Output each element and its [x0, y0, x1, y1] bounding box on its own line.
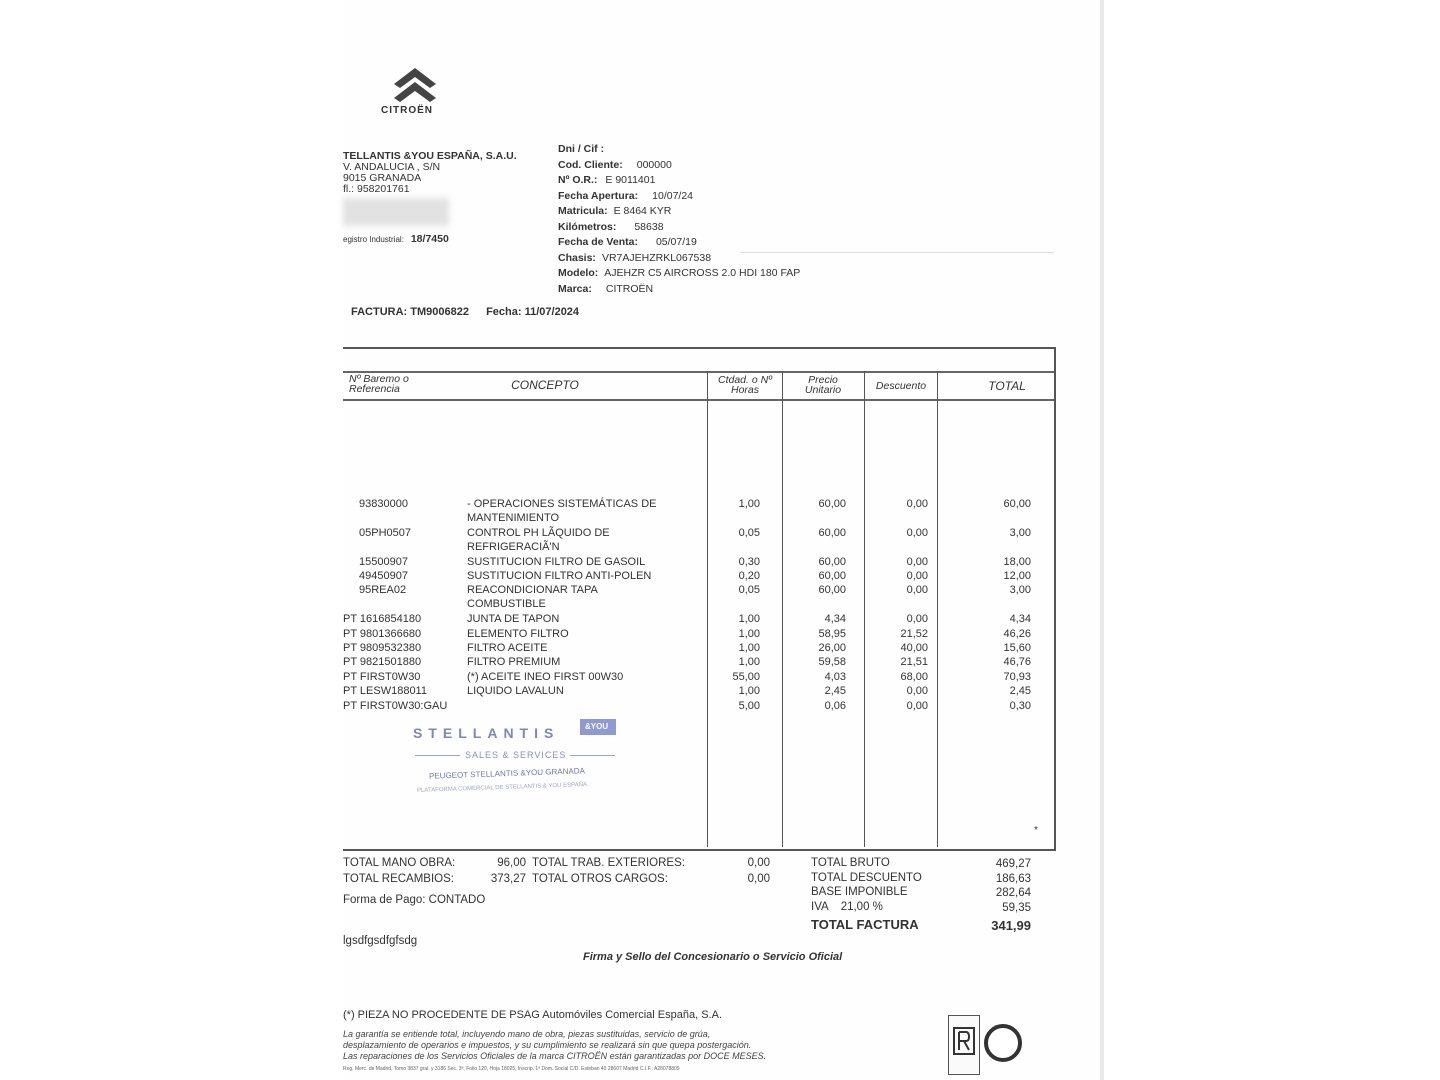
tax-base-label: BASE IMPONIBLE: [811, 886, 908, 898]
header-quantity: Ctdad. o Nº Horas: [717, 374, 773, 396]
detail-value: 000000: [636, 158, 672, 171]
column-divider: [864, 371, 865, 847]
detail-value: VR7AJEHZRKL067538: [601, 251, 712, 264]
company-phone: fl.: 958201761: [343, 183, 410, 195]
discount-total-value: 186,63: [995, 873, 1031, 885]
row-reference: PT LESW188011: [343, 685, 427, 697]
column-divider: [782, 371, 783, 847]
row-concept: ELEMENTO FILTRO: [467, 628, 569, 640]
row-price: 4,34: [824, 613, 846, 625]
row-discount: 0,00: [906, 685, 928, 697]
table-end-marker: *: [1034, 825, 1038, 836]
column-divider: [937, 371, 938, 847]
detail-value: 05/07/19: [655, 236, 697, 248]
row-quantity: 55,00: [732, 671, 760, 683]
row-concept: SUSTITUCION FILTRO ANTI-POLEN: [467, 570, 652, 582]
total-labor-value: 96,00: [497, 857, 526, 869]
warranty-text: [343, 1029, 766, 1062]
vat-label-text: IVA: [811, 901, 829, 913]
row-concept: (*) ACEITE INEO FIRST 00W30: [467, 671, 624, 683]
row-discount: 40,00: [900, 642, 928, 654]
row-reference: 15500907: [359, 556, 408, 568]
detail-label: Modelo:: [558, 267, 599, 279]
stamp-small-text: PLATAFORMA COMERCIAL DE STELLANTIS & YOU ESPAÑA: [416, 782, 588, 794]
row-reference: PT FIRST0W30: [343, 671, 421, 683]
row-total: 0,30: [1009, 700, 1031, 712]
row-discount: 21,52: [900, 628, 928, 640]
warranty-line: Las reparaciones de los Servicios Oficiales de la marca CITROËN están garantizadas por DOCE MESES.: [343, 1051, 767, 1061]
company-block: [343, 151, 517, 195]
registry-label: egistro Industrial:: [343, 235, 404, 244]
header-concept: CONCEPTO: [511, 378, 579, 392]
row-reference: 49450907: [359, 570, 408, 582]
row-quantity: 0,30: [738, 556, 760, 568]
detail-value: AJEHZR C5 AIRCROSS 2.0 HDI 180 FAP: [604, 267, 801, 279]
detail-label: Marca:: [558, 282, 592, 295]
row-total: 3,00: [1009, 527, 1031, 539]
company-city: 9015 GRANADA: [343, 172, 422, 184]
row-concept: LIQUIDO LAVALUN: [467, 685, 564, 697]
row-price: 60,00: [818, 570, 846, 582]
column-divider: [707, 371, 708, 847]
row-total: 70,93: [1003, 671, 1031, 683]
invoice-note: lgsdfgsdfgfsdg: [343, 935, 418, 947]
signature-note: Firma y Sello del Concesionario o Servicio Oficial: [583, 951, 843, 963]
stamp-rule: [415, 755, 460, 756]
row-discount: 0,00: [906, 570, 928, 582]
customer-details: [558, 143, 800, 298]
row-discount: 0,00: [906, 700, 928, 712]
stamp-subtitle: SALES & SERVICES: [465, 750, 567, 760]
detail-label: Matricula:: [558, 205, 608, 217]
detail-label: Fecha de Venta:: [558, 236, 638, 248]
registry-value: 18/7450: [410, 233, 449, 245]
detail-label: Chasis:: [558, 251, 596, 264]
row-total: 4,34: [1009, 613, 1031, 625]
detail-value: 10/07/24: [652, 189, 694, 202]
registry-footer: Reg. Merc. de Madrid, Tomo 3837 gral. y 3186 Sec. 3ª, Folio 120, Hoja 18025, Inscrip. 1ª Dom. Social C/D. Esteban 40 28607 Madrid C.I.F.: A28078809: [343, 1066, 680, 1072]
vat-value: 59,35: [1002, 902, 1031, 914]
tax-base-value: 282,64: [995, 887, 1031, 899]
total-parts-value: 373,27: [490, 873, 526, 885]
detail-label: Fecha Apertura:: [558, 189, 639, 202]
aenor-certificate-icon: [948, 1015, 980, 1075]
redacted-area: [343, 198, 449, 226]
row-price: 60,00: [818, 584, 846, 596]
aenor-mark-icon: [949, 1016, 979, 1074]
vat-rate: 21,00 %: [840, 901, 883, 913]
row-quantity: 1,00: [738, 642, 760, 654]
dealer-stamp: [405, 715, 625, 805]
row-reference: 93830000: [359, 498, 408, 510]
invoice-date-label: Fecha:: [486, 306, 522, 318]
row-total: 46,76: [1003, 656, 1031, 668]
divider: [740, 252, 1054, 253]
stamp-dealer-name: PEUGEOT STELLANTIS &YOU GRANADA: [428, 766, 586, 781]
warranty-line: desplazamiento de operarios e impuestos, y su cumplimiento se realizará sin que quepa postergación.: [343, 1040, 752, 1050]
row-quantity: 5,00: [738, 700, 760, 712]
row-concept-cont: MANTENIMIENTO: [467, 512, 560, 524]
row-reference: 05PH0507: [359, 527, 411, 539]
payment-method: Forma de Pago: CONTADO: [343, 894, 486, 906]
row-quantity: 0,20: [738, 570, 760, 582]
invoice-total-value: 341,99: [991, 918, 1031, 933]
warranty-line: La garantía se entiende total, incluyendo mano de obra, piezas sustituidas, servicio de grúa,: [343, 1029, 711, 1039]
row-concept: FILTRO ACEITE: [467, 642, 548, 654]
detail-value: CITROËN: [605, 282, 654, 295]
row-total: 12,00: [1003, 570, 1031, 582]
row-discount: 0,00: [906, 527, 928, 539]
row-quantity: 1,00: [738, 498, 760, 510]
detail-value: 58638: [634, 220, 664, 233]
row-quantity: 1,00: [738, 685, 760, 697]
table-header-top-line: [343, 371, 1054, 373]
row-discount: 0,00: [906, 498, 928, 510]
detail-label: Cod. Cliente:: [558, 158, 623, 171]
invoice-date: 11/07/2024: [524, 306, 580, 318]
row-total: 18,00: [1003, 556, 1031, 568]
header-total: TOTAL: [988, 379, 1026, 393]
detail-label: Dni / Cif :: [558, 143, 605, 155]
header-discount: Descuento: [875, 380, 927, 392]
stamp-badge-text: &YOU: [585, 722, 609, 731]
table-header-bottom-line: [343, 399, 1054, 401]
invoice-number: TM9006822: [410, 306, 469, 318]
total-labor-label: TOTAL MANO OBRA:: [343, 857, 456, 869]
stamp-brand: STELLANTIS: [413, 725, 560, 741]
stamp-badge: [580, 719, 616, 735]
row-price: 58,95: [818, 628, 846, 640]
brand-name: CITROËN: [381, 105, 433, 116]
row-price: 60,00: [818, 556, 846, 568]
paper-edge-right: [1100, 0, 1104, 1080]
vat-label: [811, 901, 883, 913]
row-concept: CONTROL PH LÃQUIDO DE: [467, 527, 610, 539]
gross-total-value: 469,27: [995, 858, 1031, 870]
row-quantity: 1,00: [738, 613, 760, 625]
registry-line: [343, 234, 449, 245]
company-address: V. ANDALUCIA , S/N: [343, 161, 441, 173]
total-parts-label: TOTAL RECAMBIOS:: [343, 873, 454, 885]
row-discount: 0,00: [906, 613, 928, 625]
header-reference: Nº Baremo o Referencia: [349, 373, 409, 395]
total-other-value: 0,00: [747, 873, 770, 885]
invoice-header: [351, 306, 579, 318]
row-reference: PT 9809532380: [343, 642, 422, 654]
header-unit-price: Precio Unitario: [804, 374, 842, 396]
row-price: 0,06: [824, 700, 846, 712]
row-price: 60,00: [818, 527, 846, 539]
total-external-label: TOTAL TRAB. EXTERIORES:: [532, 857, 685, 869]
row-discount: 21,51: [900, 656, 928, 668]
stamp-rule: [570, 755, 615, 756]
iqnet-certificate-icon: [984, 1024, 1022, 1062]
total-external-value: 0,00: [747, 857, 770, 869]
row-concept-cont: COMBUSTIBLE: [467, 598, 546, 610]
detail-label: Nº O.R.:: [558, 174, 598, 186]
row-concept-cont: REFRIGERACIÃ'N: [467, 541, 560, 553]
row-discount: 0,00: [906, 556, 928, 568]
row-concept: REACONDICIONAR TAPA: [467, 584, 598, 596]
row-total: 60,00: [1003, 498, 1031, 510]
row-quantity: 1,00: [738, 656, 760, 668]
discount-total-label: TOTAL DESCUENTO: [811, 872, 922, 884]
row-concept: SUSTITUCION FILTRO DE GASOIL: [467, 556, 646, 568]
row-quantity: 0,05: [738, 527, 760, 539]
row-discount: 0,00: [906, 584, 928, 596]
row-price: 59,58: [818, 656, 846, 668]
row-concept: FILTRO PREMIUM: [467, 656, 561, 668]
row-price: 2,45: [824, 685, 846, 697]
detail-value: E 9011401: [605, 174, 656, 186]
invoice-total-label: TOTAL FACTURA: [811, 917, 919, 932]
row-total: 15,60: [1003, 642, 1031, 654]
row-total: 3,00: [1009, 584, 1031, 596]
row-price: 60,00: [818, 498, 846, 510]
total-other-label: TOTAL OTROS CARGOS:: [532, 873, 668, 885]
row-quantity: 0,05: [738, 584, 760, 596]
detail-value: E 8464 KYR: [613, 205, 672, 217]
row-quantity: 1,00: [738, 628, 760, 640]
row-concept: - OPERACIONES SISTEMÁTICAS DE: [467, 498, 657, 510]
row-total: 46,26: [1003, 628, 1031, 640]
row-total: 2,45: [1009, 685, 1031, 697]
row-concept: JUNTA DE TAPON: [467, 613, 560, 625]
row-price: 4,03: [824, 671, 846, 683]
gross-total-label: TOTAL BRUTO: [811, 857, 890, 869]
row-discount: 68,00: [900, 671, 928, 683]
row-price: 26,00: [818, 642, 846, 654]
row-reference: PT 9821501880: [343, 656, 422, 668]
row-reference: PT FIRST0W30:GAU: [343, 700, 448, 712]
footer-part-note: (*) PIEZA NO PROCEDENTE DE PSAG Automóviles Comercial España, S.A.: [343, 1009, 723, 1021]
row-reference: PT 1616854180: [343, 613, 422, 625]
company-name: TELLANTIS &YOU ESPAÑA, S.A.U.: [343, 150, 517, 162]
row-reference: PT 9801366680: [343, 628, 422, 640]
detail-label: Kilómetros:: [558, 220, 617, 233]
row-reference: 95REA02: [359, 584, 407, 596]
invoice-label: FACTURA:: [351, 306, 408, 318]
